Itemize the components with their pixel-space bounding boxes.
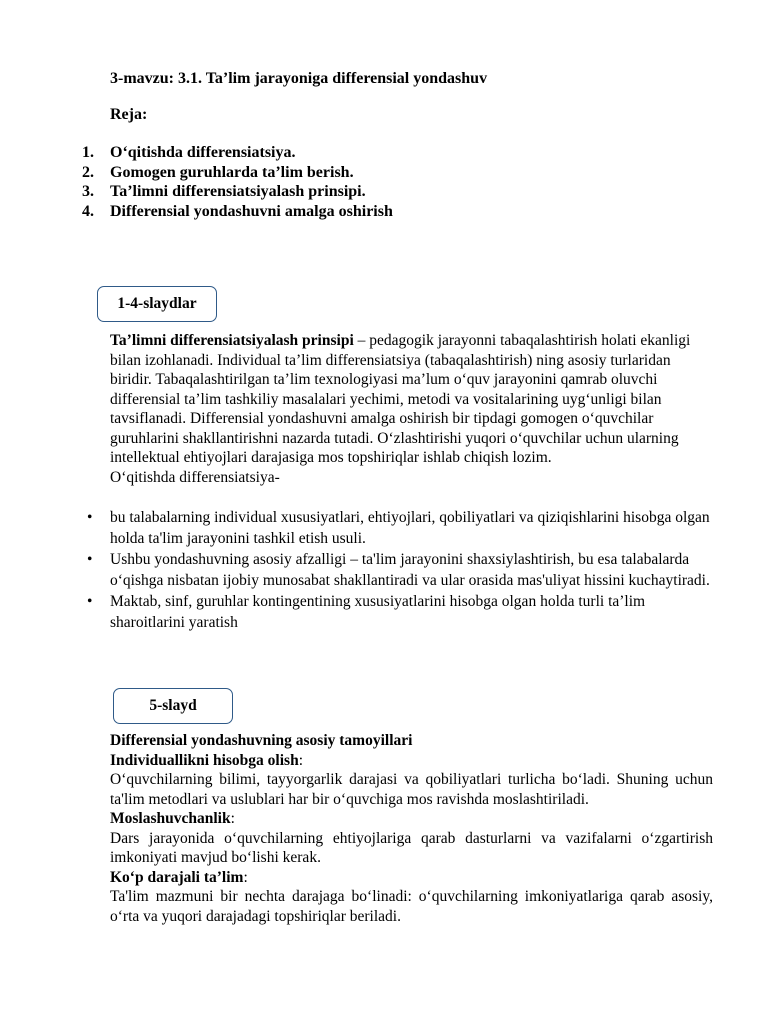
bullet-dot-icon: • [87,593,93,610]
principle-description: O‘quvchilarning bilimi, tayyorgarlik darajasi va qobiliyatlari turlicha bo‘ladi. Shuning uchun ta'lim metodlari va uslublari har bir o‘quvchiga mos ravishda moslashtiriladi. [110,771,713,808]
principle-term-line: Moslashuvchanlik: [110,810,235,827]
principles-section [110,731,713,926]
bullet-list [82,507,713,633]
slide-tag-5: 5-slayd [113,688,233,724]
principle-term-line: Ko‘p darajali ta’lim: [110,868,248,886]
principle-paragraph [110,331,713,487]
plan-heading: Reja: [110,106,148,123]
bullet-item: • bu talabalarning individual xususiyatlari, ehtiyojlari, qobiliyatlari va qiziqishlarini hisobga olgan holda ta'lim jarayonini tashkil etish usuli. [87,509,710,547]
principle-term: Ta’limni differensiatsiyalash prinsipi [110,332,354,349]
plan-item: 1. O‘qitishda differensiatsiya. [82,144,296,161]
plan-item: 4. Differensial yondashuvni amalga oshirish [82,202,393,220]
principle-description: Dars jarayonida o‘quvchilarning ehtiyojlariga qarab dasturlarni va vazifalarni o‘zgartirish imkoniyati mavjud bo‘lishi kerak. [110,829,713,866]
bullet-dot-icon: • [87,551,93,568]
slide-tag-1-4: 1-4-slaydlar [97,286,217,322]
plan-item: 3. Ta’limni differensiatsiyalash prinsipi. [82,183,366,200]
plan-item: 2. Gomogen guruhlarda ta’lim berish. [82,163,354,181]
principle-text: – pedagogik jarayonni tabaqalashtirish holati ekanligi bilan izohlanadi. Individual ta’lim differensiatsiya (tabaqalashtirish) ning asosiy turlaridan biridir. Tabaqalashtirilgan ta’lim texnologiyasi ma’lum o‘quv jarayonini qamrab oluvchi differensial ta’lim tashkiliy masalalari yechimi, metodi va vositalarining uyg‘unligi bilan tavsiflanadi. Differensial yondashuvni amalga oshirish bir tipdagi gomogen o‘quvchilar guruhlarini shakllantirishni nazarda tutadi. O‘zlashtirishi yuqori o‘quvchilar uchun ularning intellektual ehtiyojlari darajasiga mos topshiriqlar ishlab chiqish lozim. [110,332,691,466]
bullet-item: • Maktab, sinf, guruhlar kontingentining xususiyatlarini hisobga olgan holda turli ta’lim sharoitlarini yaratish [87,593,646,631]
topic-title: 3-mavzu: 3.1. Ta’lim jarayoniga differensial yondashuv [110,70,488,87]
principles-heading: Differensial yondashuvning asosiy tamoyillari [110,732,413,749]
differentiation-line: O‘qitishda differensiatsiya- [110,468,280,486]
principle-term-line: Individuallikni hisobga olish: [110,751,303,769]
bullet-dot-icon: • [87,509,93,526]
plan-list [82,143,393,221]
principle-description: Ta'lim mazmuni bir nechta darajaga bo‘linadi: o‘quvchilarning imkoniyatlariga qarab asosiy, o‘rta va yuqori darajadagi topshiriqlar beriladi. [110,888,713,925]
bullet-item: • Ushbu yondashuvning asosiy afzalligi – ta'lim jarayonini shaxsiylashtirish, bu esa talabalarda o‘qishga nisbatan ijobiy munosabat shakllantiradi va ular orasida mas'uliyat hissini kuchaytiradi. [87,551,710,589]
